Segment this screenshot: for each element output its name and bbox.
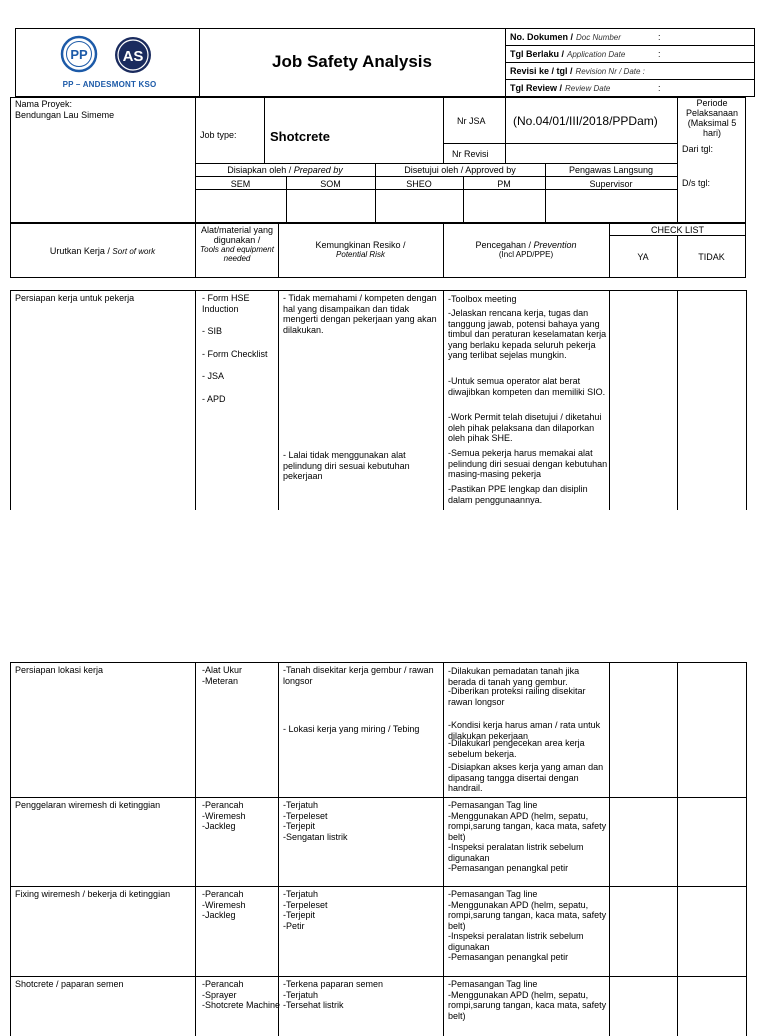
risk-item: -Terjatuh	[283, 800, 319, 810]
risk-item: -Tersehat listrik	[283, 1000, 344, 1010]
tools-cell	[202, 979, 282, 1011]
job-type-value: Shotcrete	[270, 129, 330, 144]
nr-jsa-label: Nr JSA	[457, 116, 486, 126]
col-pencegahan: Pencegahan / Prevention (Incl APD/PPE)	[475, 240, 577, 259]
checklist-ya-cell[interactable]	[610, 291, 676, 509]
tool-item: - JSA	[202, 371, 225, 381]
pp-logo-text: PP	[70, 47, 88, 62]
prevention-cell	[448, 800, 608, 874]
prevention-item: -Menggunakan APD (helm, sepatu, rompi,sarung tangan, kaca mata, safety belt)	[448, 810, 607, 842]
risk-item: -Terpeleset	[283, 810, 328, 821]
checklist-ya-cell[interactable]	[610, 977, 676, 1035]
prevention-item: -Menggunakan APD (helm, sepatu, rompi,sarung tangan, kaca mata, safety belt)	[448, 989, 607, 1021]
pp-logo	[60, 35, 98, 73]
approved-by-label: Disetujui oleh / Approved by	[404, 165, 516, 175]
prevention-item: -Untuk semua operator alat berat diwajibkan kompeten dan memiliki SIO.	[448, 376, 606, 397]
work-step: Persiapan kerja untuk pekerja	[15, 293, 135, 303]
prevention-item: -Inspeksi peralatan listrik sebelum digunakan	[448, 842, 584, 863]
tool-item: - APD	[202, 393, 226, 404]
col-ya: YA	[637, 252, 649, 262]
col-risiko: Kemungkinan Resiko / Potential Risk	[315, 240, 406, 259]
tools-cell	[202, 889, 282, 921]
prevention-item: -Disiapkan akses kerja yang aman dan dipasang tangga disertai dengan handrail.	[448, 762, 604, 793]
doc-field-colon: :	[658, 83, 661, 93]
role-sheo: SHEO	[406, 179, 432, 189]
tool-item: - Form HSE Induction	[202, 293, 250, 314]
tool-item: -Perancah	[202, 979, 244, 989]
doc-field-hint: Application Date	[567, 50, 626, 59]
risk-item: - Tidak memahami / kompeten dengan hal yang disampaikan dan tidak mengerti dengan pekerjaan yang akan dilakukan.	[283, 293, 437, 335]
col-alat: Alat/material yang digunakan / Tools and equipment needed	[200, 225, 274, 263]
periode-label: Periode Pelaksanaan (Maksimal 5 hari)	[685, 98, 739, 138]
risk-item: -Terjepit	[283, 821, 316, 831]
role-som: SOM	[320, 179, 341, 189]
doc-field-row	[510, 31, 755, 43]
doc-field-label: No. Dokumen /	[510, 32, 574, 42]
checklist-ya-cell[interactable]	[610, 887, 676, 975]
prevention-item: -Pemasangan Tag line	[448, 979, 538, 989]
prevention-item: -Kondisi kerja harus aman / rata untuk dilakukan pekerjaan	[448, 720, 601, 741]
col-urutan: Urutkan Kerja / Sort of work	[49, 246, 156, 256]
prevention-cell	[448, 979, 608, 1021]
doc-field-row	[510, 82, 755, 94]
checklist-ya-cell[interactable]	[610, 663, 676, 796]
tool-item: -Meteran	[202, 675, 239, 686]
tool-item: -Wiremesh	[202, 899, 246, 910]
prevention-item: -Pemasangan Tag line	[448, 800, 538, 810]
risk-item: -Terpeleset	[283, 899, 328, 910]
prevention-item: -Work Permit telah disetujui / diketahui oleh pihak pelaksana dan dilaporkan oleh pihak SHE.	[448, 412, 602, 443]
prevention-item: -Diberikan proteksi railing disekitar rawan longsor	[448, 686, 586, 707]
prevention-item: -Pastikan PPE lengkap dan disiplin dalam penggunaannya.	[448, 484, 588, 505]
doc-field-colon: :	[658, 32, 661, 42]
nr-jsa-value: (No.04/01/III/2018/PPDam)	[513, 114, 658, 128]
checklist-tidak-cell[interactable]	[678, 887, 745, 975]
prevention-item: -Semua pekerja harus memakai alat pelindung diri sesuai dengan kebutuhan masing-masing pekerja	[448, 448, 608, 479]
prevention-item: -Inspeksi peralatan listrik sebelum digunakan	[448, 931, 584, 952]
doc-field-row	[510, 65, 755, 77]
checklist-tidak-cell[interactable]	[678, 977, 745, 1035]
role-supervisor: Supervisor	[589, 179, 633, 189]
role-pm: PM	[497, 179, 511, 189]
risk-item: - Lokasi kerja yang miring / Tebing	[283, 724, 420, 734]
risk-item: -Terjatuh	[283, 889, 319, 899]
risk-item: -Petir	[283, 920, 305, 931]
prevention-item: -Pemasangan Tag line	[448, 889, 538, 899]
work-step: Penggelaran wiremesh di ketinggian	[15, 800, 161, 810]
tool-item: -Alat Ukur	[202, 665, 243, 675]
project-value: Bendungan Lau Simeme	[15, 110, 115, 120]
prevention-item: -Menggunakan APD (helm, sepatu, rompi,sarung tangan, kaca mata, safety belt)	[448, 899, 607, 931]
tool-item: -Jackleg	[202, 910, 236, 920]
dari-tgl-label: Dari tgl:	[682, 144, 714, 154]
tools-cell	[202, 665, 282, 686]
tools-cell	[202, 293, 282, 404]
doc-field-hint: Doc Number	[576, 33, 621, 42]
job-type-label: Job type:	[200, 130, 237, 140]
prevention-item: -Toolbox meeting	[448, 294, 517, 304]
logo-caption: PP – ANDESMONT KSO	[62, 80, 157, 89]
work-step: Fixing wiremesh / bekerja di ketinggian	[15, 889, 171, 899]
prevention-cell	[448, 889, 608, 963]
tool-item: -Perancah	[202, 889, 244, 899]
table-row	[10, 290, 746, 510]
checklist-tidak-cell[interactable]	[678, 798, 745, 885]
tool-item: -Jackleg	[202, 821, 236, 831]
tool-item: -Sprayer	[202, 989, 237, 1000]
ds-tgl-label: D/s tgl:	[682, 178, 711, 188]
tool-item: - SIB	[202, 326, 223, 336]
tool-item: -Wiremesh	[202, 810, 246, 821]
doc-field-label: Revisi ke / tgl /	[510, 66, 573, 76]
doc-field-colon: :	[658, 49, 661, 59]
page-title: Job Safety Analysis	[272, 52, 432, 71]
doc-field-label: Tgl Berlaku /	[510, 49, 565, 59]
risk-item: -Terjatuh	[283, 989, 319, 1000]
checklist-ya-cell[interactable]	[610, 798, 676, 885]
tool-item: -Shotcrete Machine	[202, 1000, 281, 1010]
table-row	[10, 886, 746, 976]
checklist-tidak-cell[interactable]	[678, 663, 745, 796]
risk-item: - Lalai tidak menggunakan alat pelindung diri sesuai kebutuhan pekerjaan	[283, 450, 410, 481]
risk-item: -Terkena paparan semen	[283, 979, 384, 989]
checklist-tidak-cell[interactable]	[678, 291, 745, 509]
risk-item: -Sengatan listrik	[283, 831, 348, 842]
doc-field-row	[510, 48, 755, 60]
risk-item: -Terjepit	[283, 910, 316, 920]
prevention-item: -Pemasangan penangkal petir	[448, 863, 569, 873]
tools-cell	[202, 800, 282, 832]
doc-field-hint: Review Date	[565, 84, 611, 93]
doc-field-label: Tgl Review /	[510, 83, 563, 93]
as-logo-text: AS	[122, 48, 144, 65]
table-row	[10, 976, 746, 1036]
risk-item: -Tanah disekitar kerja gembur / rawan longsor	[283, 665, 434, 686]
tool-item: -Perancah	[202, 800, 244, 810]
prevention-item: -Jelaskan rencana kerja, tugas dan tanggung jawab, potensi bahaya yang timbul dan peraturan keselamatan kerja yang berlaku kepada seluruh pekerja yang terlibat sejelas mungkin.	[448, 308, 607, 360]
doc-field-hint: Revision Nr / Date :	[575, 67, 645, 76]
as-logo	[113, 35, 153, 75]
prepared-by-label: Disiapkan oleh / Prepared by	[227, 165, 343, 175]
nr-revisi-label: Nr Revisi	[452, 149, 489, 159]
tool-item: - Form Checklist	[202, 348, 268, 359]
work-step: Shotcrete / paparan semen	[15, 979, 124, 989]
work-step: Persiapan lokasi kerja	[15, 665, 104, 675]
col-checklist: CHECK LIST	[650, 225, 704, 235]
table-row	[10, 662, 746, 797]
role-sem: SEM	[230, 179, 251, 189]
table-row	[10, 797, 746, 886]
prevention-item: -Dilakukan pemadatan tanah jika berada di tanah yang gembur.	[448, 666, 580, 687]
project-label: Nama Proyek:	[15, 99, 73, 109]
prevention-item: -Pemasangan penangkal petir	[448, 952, 569, 962]
col-tidak: TIDAK	[698, 252, 725, 262]
pengawas-label: Pengawas Langsung	[568, 165, 654, 175]
prevention-item: -Dilakukan pengecekan area kerja sebelum bekerja.	[448, 738, 585, 759]
